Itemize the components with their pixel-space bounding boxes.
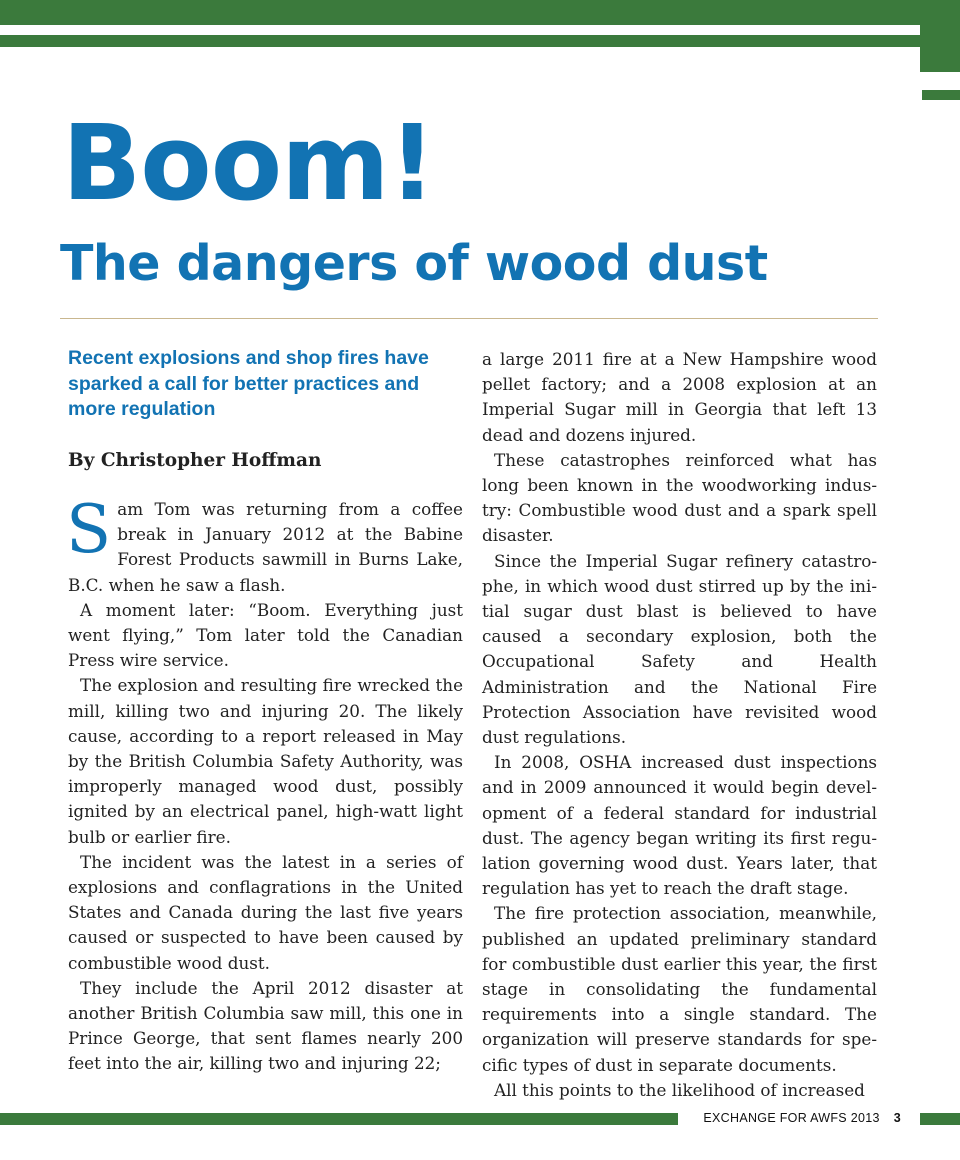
footer-bar-left <box>0 1113 678 1125</box>
article-paragraph: A moment later: “Boom. Everything just went flying,” Tom later told the Canadian Press wire service. <box>68 599 463 671</box>
footer-publication: EXCHANGE FOR AWFS 2013 <box>703 1111 880 1125</box>
subheadline: The dangers of wood dust <box>60 235 768 292</box>
footer <box>703 1111 901 1125</box>
title-divider <box>60 318 878 319</box>
article-paragraph: The incident was the latest in a series of explosions and conflagrations in the United States and Canada during the last five years caused or suspected to have been caused by combustible wood dust. <box>68 851 463 973</box>
footer-bar-right <box>920 1113 960 1125</box>
article-paragraph: They include the April 2012 disaster at another British Columbia saw mill, this one in Prince George, that sent flames nearly 200 feet into the air, killing two and injuring 22; <box>68 977 463 1074</box>
byline: By Christopher Hoffman <box>68 450 322 471</box>
headline: Boom! <box>62 102 435 224</box>
drop-cap: S <box>66 491 112 568</box>
corner-tick <box>922 90 960 100</box>
article-paragraph: In 2008, OSHA increased dust inspections and in 2009 announced it would begin development of a federal standard for industrial dust. The agency began writing its first regulation governing wood dust. Years later, that regulation has yet to reach the draft stage. <box>482 752 877 899</box>
article-paragraph: The fire protection association, meanwhile, published an updated preliminary standard for combustible dust earlier this year, the first stage in consolidating the fundamental requirements into a single standard. The organization will preserve standards for specific types of dust in separate documents. <box>482 903 877 1075</box>
top-corner-block <box>920 0 960 72</box>
top-bar <box>0 0 960 25</box>
article-paragraph: The explosion and resulting fire wrecked the mill, killing two and injuring 20. The likely cause, according to a report released in May by the British Columbia Safety Authority, was improperly managed wood dust, possibly ignited by an electrical panel, high-watt light bulb or earlier fire. <box>68 675 463 847</box>
article-column-2 <box>482 347 877 1103</box>
article-column-1 <box>66 491 463 1077</box>
page-number: 3 <box>893 1111 901 1125</box>
article-paragraph: a large 2011 fire at a New Hampshire wood pellet factory; and a 2008 explosion at an Imperial Sugar mill in Georgia that left 13 dead and dozens injured. <box>482 349 877 445</box>
article-paragraph: Sam Tom was returning from a coffee break in January 2012 at the Babine Forest Products sawmill in Burns Lake, B.C. when he saw a flash. <box>66 491 463 595</box>
article-paragraph: All this points to the likelihood of increased <box>494 1079 865 1100</box>
article-paragraph: Since the Imperial Sugar refinery catastrophe, in which wood dust stirred up by the initial sugar dust blast is believed to have caused a secondary explosion, both the Occupational Safety and Health Administration and the National Fire Protection Association have revisited wood dust regulations. <box>482 550 877 748</box>
article-paragraph: These catastrophes reinforced what has long been known in the woodworking industry: Combustible wood dust and a spark spell disaster. <box>482 449 877 546</box>
top-stripe <box>0 35 920 47</box>
deck: Recent explosions and shop fires have sparked a call for better practices and more regulation <box>68 347 429 420</box>
